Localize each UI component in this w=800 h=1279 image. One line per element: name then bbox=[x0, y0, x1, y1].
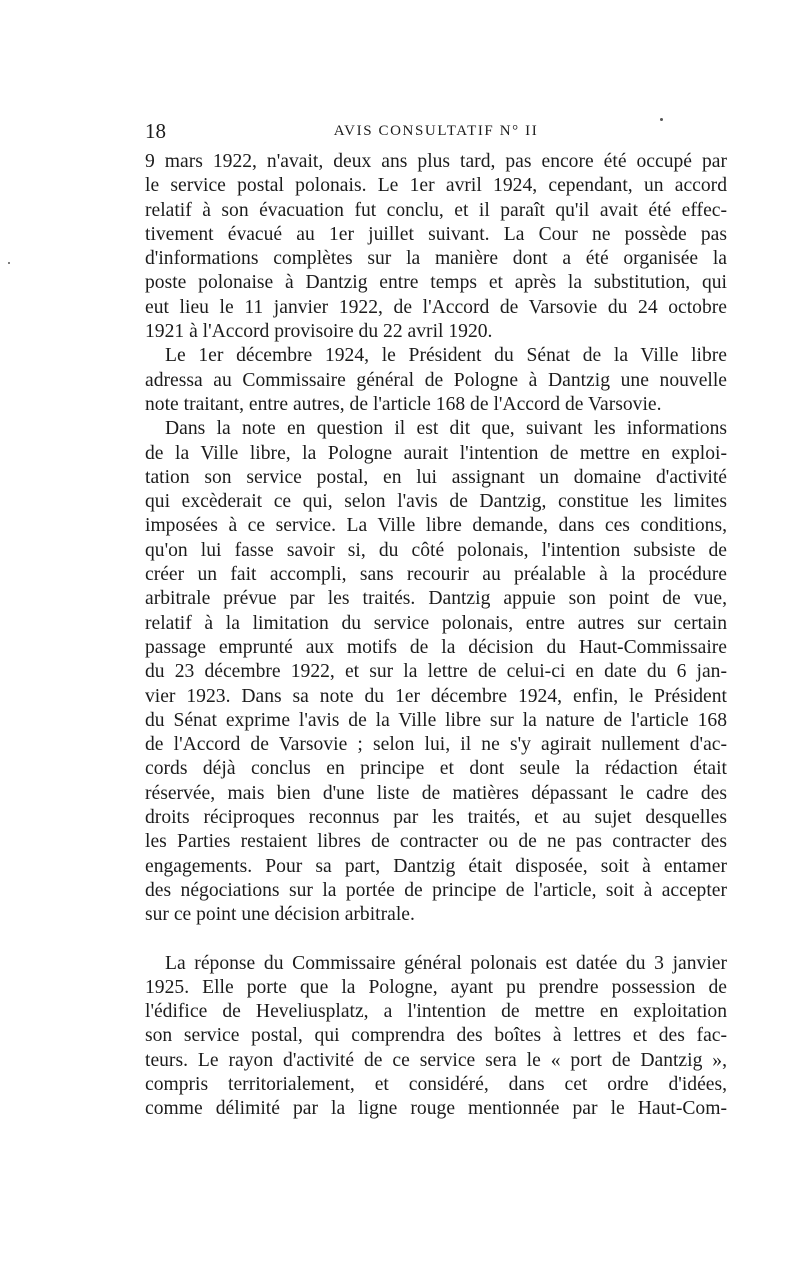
scan-speck bbox=[660, 118, 663, 121]
text-line: du Sénat exprime l'avis de la Ville libre sur la nature de l'article 168 bbox=[145, 709, 727, 731]
text-line: La réponse du Commissaire général polonais est datée du 3 janvier bbox=[165, 952, 727, 974]
text-line: 1925. Elle porte que la Pologne, ayant pu prendre possession de bbox=[145, 976, 727, 998]
text-line: 1921 à l'Accord provisoire du 22 avril 1920. bbox=[145, 321, 493, 343]
text-line: adressa au Commissaire général de Pologne à Dantzig une nouvelle bbox=[145, 369, 727, 391]
text-line: Le 1er décembre 1924, le Président du Sénat de la Ville libre bbox=[165, 345, 727, 367]
text-line: Dans la note en question il est dit que, suivant les informations bbox=[165, 418, 727, 440]
body-text bbox=[145, 150, 727, 1122]
text-line: relatif à la limitation du service polonais, entre autres sur certain bbox=[145, 612, 727, 634]
header-title: AVIS CONSULTATIF N° II bbox=[333, 123, 539, 139]
text-line: créer un fait accompli, sans recourir au préalable à la procédure bbox=[145, 564, 727, 586]
text-line: 9 mars 1922, n'avait, deux ans plus tard, pas encore été occupé par bbox=[145, 151, 727, 172]
text-line: des négociations sur la portée de principe de l'article, soit à accepter bbox=[145, 879, 727, 901]
page-number: 18 bbox=[145, 119, 166, 143]
text-line: engagements. Pour sa part, Dantzig était disposée, soit à entamer bbox=[145, 855, 727, 877]
text-line: réservée, mais bien d'une liste de matières dépassant le cadre des bbox=[145, 782, 727, 804]
text-line: les Parties restaient libres de contracter ou de ne pas contracter des bbox=[145, 831, 727, 853]
text-line: de l'Accord de Varsovie ; selon lui, il ne s'y agirait nullement d'ac- bbox=[145, 734, 727, 756]
text-line: tivement évacué au 1er juillet suivant. La Cour ne possède pas bbox=[145, 223, 727, 245]
text-line: teurs. Le rayon d'activité de ce service sera le « port de Dantzig », bbox=[145, 1049, 727, 1071]
text-line: poste polonaise à Dantzig entre temps et après la substitution, qui bbox=[145, 272, 727, 294]
text-line: de la Ville libre, la Pologne aurait l'intention de mettre en exploi- bbox=[145, 442, 727, 464]
text-line: du 23 décembre 1922, et sur la lettre de celui-ci en date du 6 jan- bbox=[145, 661, 727, 683]
text-line: relatif à son évacuation fut conclu, et il paraît qu'il avait été effec- bbox=[145, 199, 727, 221]
text-line: l'édifice de Heveliusplatz, a l'intention de mettre en exploitation bbox=[145, 1001, 727, 1023]
text-line: tation son service postal, en lui assignant un domaine d'activité bbox=[145, 466, 727, 488]
text-line: le service postal polonais. Le 1er avril 1924, cependant, un accord bbox=[145, 175, 727, 197]
text-line: droits réciproques reconnus par les traités, et au sujet desquelles bbox=[145, 807, 727, 829]
text-line: passage emprunté aux motifs de la décision du Haut-Commissaire bbox=[145, 636, 727, 658]
text-line: compris territorialement, et considéré, dans cet ordre d'idées, bbox=[145, 1073, 727, 1095]
text-line: qu'on lui fasse savoir si, du côté polonais, l'intention subsiste de bbox=[145, 539, 727, 561]
text-line: vier 1923. Dans sa note du 1er décembre 1924, enfin, le Président bbox=[145, 685, 727, 707]
paragraph bbox=[145, 344, 727, 417]
text-line: d'informations complètes sur la manière dont a été organisée la bbox=[145, 248, 727, 270]
paragraph bbox=[145, 150, 727, 344]
text-line: cords déjà conclus en principe et dont seule la rédaction était bbox=[145, 758, 727, 780]
text-line: sur ce point une décision arbitrale. bbox=[145, 904, 415, 926]
text-line: comme délimité par la ligne rouge mentionnée par le Haut-Com- bbox=[145, 1098, 727, 1120]
scan-speck bbox=[8, 262, 10, 264]
paragraph bbox=[145, 952, 727, 1122]
running-header bbox=[145, 118, 727, 144]
paragraph-gap bbox=[145, 928, 727, 952]
text-line: son service postal, qui comprendra des boîtes à lettres et des fac- bbox=[145, 1025, 727, 1047]
text-line: arbitrale prévue par les traités. Dantzig appuie son point de vue, bbox=[145, 588, 727, 610]
text-line: eut lieu le 11 janvier 1922, de l'Accord de Varsovie du 24 octobre bbox=[145, 296, 727, 318]
paragraph bbox=[145, 417, 727, 927]
text-line: qui excèderait ce qui, selon l'avis de Dantzig, constitue les limites bbox=[145, 491, 727, 513]
text-line: imposées à ce service. La Ville libre demande, dans ces conditions, bbox=[145, 515, 727, 537]
text-line: note traitant, entre autres, de l'article 168 de l'Accord de Varsovie. bbox=[145, 393, 662, 415]
